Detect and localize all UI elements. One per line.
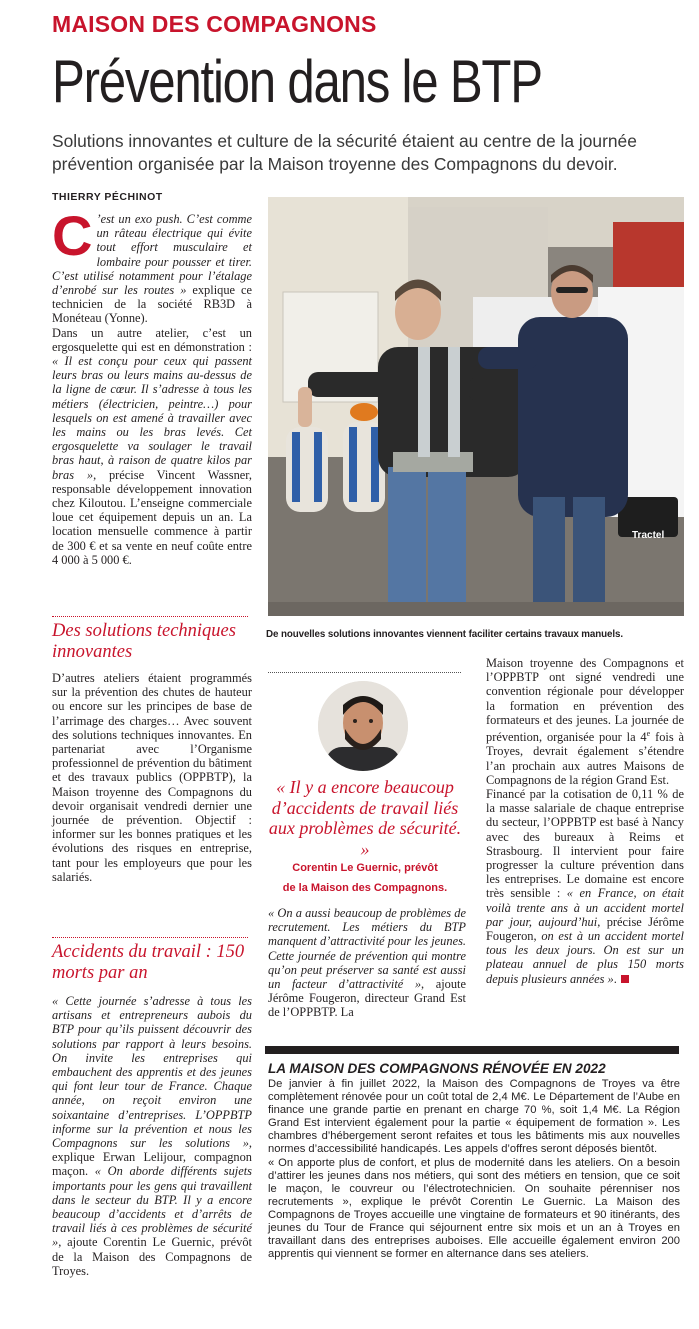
quote-text: « Cette journée s’adresse à tous les artisans et entrepreneurs aubois du BTP pour qu’ils puissent découvrir des solutions par rapport à leurs besoins. On invite les entreprises qui embauchent des apprentis et des jeunes qui font leur tour de France. Chaque année, on reçoit environ une soixantaine d’entreprises. L’OPPBTP informe sur la prévention et nous les Compagnons sur les solutions » xyxy=(52,994,252,1151)
paragraph xyxy=(52,994,252,1278)
pull-quote: « Il y a encore beaucoup d’accidents de travail liés aux problèmes de sécurité. » xyxy=(268,777,462,859)
paragraph xyxy=(52,326,252,567)
divider xyxy=(52,616,248,617)
kicker: MAISON DES COMPAGNONS xyxy=(52,11,377,37)
divider xyxy=(268,672,461,673)
box-title: LA MAISON DES COMPAGNONS RÉNOVÉE EN 2022 xyxy=(268,1061,606,1076)
portrait-photo xyxy=(318,681,408,771)
pull-quote-author: Corentin Le Guernic, prévôt xyxy=(292,862,438,874)
quote-text: « en France, on était voilà trente ans à un accident mortel par jour, aujourd’hui xyxy=(486,886,684,929)
paragraph xyxy=(486,656,684,787)
pull-quote-author-role: de la Maison des Compagnons. xyxy=(282,882,448,894)
drop-cap: C xyxy=(52,204,93,267)
text: . xyxy=(613,971,617,986)
quote-text: on est à un accident mortel tous les deux jours. On est sur un plateau annuel de plus 150 morts depuis plusieurs années » xyxy=(486,928,684,986)
paragraph xyxy=(268,906,466,1020)
lead-paragraph: Solutions innovantes et culture de la sécurité étaient au centre de la journée prévention organisée par la Maison troyenne des Compagnons du devoir. xyxy=(52,131,637,174)
paragraph: De janvier à fin juillet 2022, la Maison des Compagnons de Troyes va être complètement rénovée pour un coût total de 2,4 M€. Le Département de l’Aube en finance une grande partie en prenant en charge 70 %, soit 1,4 M€. La Région Grand Est intervient également pour la partie « équipement de formation ». Les chambres d’hébergement seront refaites et tous les bâtiments mis aux nouvelles normes d’accessibilité handicapés. Les appels d’offres seront déposés bientôt. xyxy=(268,1078,680,1156)
quote-text: « Il est conçu pour ceux qui passent leurs bras ou leurs mains au-dessus de la ligne de cœur. Il s’adresse à tous les métiers (électricien, peintre…) pour lesquels on est amené à travailler avec les mains ou les bras levés. Cet ergosquelette va soulager le travail bras haut, à raison de quatre kilos par bras » xyxy=(52,354,252,482)
text: , ajoute Jérôme Fougeron, directeur Grand Est de l’OPPBTP. La xyxy=(268,977,466,1020)
workshop-photo-illustration xyxy=(268,197,684,616)
text: , ajoute Corentin Le Guernic, prévôt de la Maison des Compagnons de Troyes. xyxy=(52,1235,252,1278)
divider xyxy=(52,937,248,938)
paragraph: D’autres ateliers étaient programmés sur la prévention des chutes de hauteur ou encore sur les principes de base de l’arrimage des charges… Avec souvent des solutions techniques innovantes. En partenariat avec l’Organisme professionnel de prévention du bâtiment et des travaux publics (OPPBTP), la Maison troyenne des Compagnons du devoir organisait vendredi dernier une journée de prévention. Objectif : informer sur les bonnes pratiques et les évolutions des risques en entreprise, tant pour les employeurs que pour les salariés. xyxy=(52,671,252,884)
avatar xyxy=(318,681,408,771)
subheading-accidents: Accidents du travail : 150 morts par an xyxy=(52,942,245,983)
column-1-bottom xyxy=(52,994,252,1278)
text: Financé par la cotisation de 0,11 % de la masse salariale de chaque entreprise du secteur, l’OPPBTP est basé à Nancy avec des bureaux à Reims et Strasbourg. Il intervient pour faire progresser la culture prévention dans les entreprises. Le domaine est encore très sensible : xyxy=(486,786,684,901)
box-top-rule xyxy=(265,1046,679,1054)
paragraph: « On apporte plus de confort, et plus de modernité dans les ateliers. On a besoin d’attirer les jeunes dans nos métiers, qui sont des métiers en tension, que ce soit le maçon, le couvreur ou l’électrotechnicien. On souhaite pérenniser nos recrutements », explique le prévôt Corentin Le Guernic. La Maison des Compagnons de Troyes accueille une vingtaine de formateurs et 90 itinérants, des jeunes du Tour de France qui séjournent entre six mois et un an à Troyes en travaillant dans des entreprises auboises. Elle accueille également environ 200 apprentis qui viennent se former en alternance dans ses ateliers. xyxy=(268,1156,680,1261)
quote-text: « On a aussi beaucoup de problèmes de recrutement. Les métiers du BTP manquent d’attractivité pour les jeunes. Cette journée de prévention qui montre qu’on peut préserver sa santé est aussi un facteur d’attractivité » xyxy=(268,906,466,992)
text: Maison troyenne des Compagnons et l’OPPBTP ont signé vendredi une convention régionale pour développer la formation en prévention des formateurs et des jeunes. La journée de prévention, organisée pour la 4 xyxy=(486,656,684,745)
page-title: Prévention dans le BTP xyxy=(52,48,542,115)
text: fois à Troyes, devrait également s’étendre l’an prochain aux autres Maisons de Compagnons de la région Grand Est. xyxy=(486,730,685,787)
quote-text: « On aborde différents sujets importants pour les gens qui travaillent dans le secteur du BTP. Il y a encore beaucoup d’accidents et d’arrêts de travail liés à ces problèmes de sécurité » xyxy=(52,1164,252,1250)
column-3 xyxy=(486,656,684,986)
byline: THIERRY PÉCHINOT xyxy=(52,191,163,203)
box-body xyxy=(268,1078,680,1261)
text: , précise Vincent Wassner, responsable développement innovation chez Kiloutou. L’enseigne commerciale loue cet équipement depuis un an. La location mensuelle commence à partir de 300 € et sa vente en neuf coûte entre 4 000 à 5 000 €. xyxy=(52,467,253,567)
column-1-middle xyxy=(52,671,252,884)
photo-caption: De nouvelles solutions innovantes viennent faciliter certains travaux manuels. xyxy=(266,629,623,640)
column-1-top xyxy=(52,204,253,567)
text: , précise Jérôme Fougeron, xyxy=(486,914,684,943)
text: explique ce technicien de la société RB3D à Monéteau (Yonne). xyxy=(52,283,252,326)
text: , explique Erwan Lelijour, compagnon maçon. xyxy=(52,1136,252,1179)
subheading-innovations: Des solutions techniques innovantes xyxy=(52,621,236,662)
tractel-brand: Tractel xyxy=(632,530,665,541)
superscript: e xyxy=(646,729,651,739)
article-photo xyxy=(268,197,684,616)
paragraph xyxy=(486,787,684,986)
column-2 xyxy=(268,906,466,1020)
paragraph xyxy=(52,204,252,326)
end-mark xyxy=(621,975,629,983)
quote-text: ’est un exo push. C’est comme un râteau électrique qui évite tout effort musculaire et lombaire pour pousser et tirer. C’est utilisé notamment pour l’étalage d’enrobé sur les routes » xyxy=(52,212,252,298)
text: Dans un autre atelier, c’est un ergosquelette qui est en démonstration : xyxy=(52,325,252,354)
